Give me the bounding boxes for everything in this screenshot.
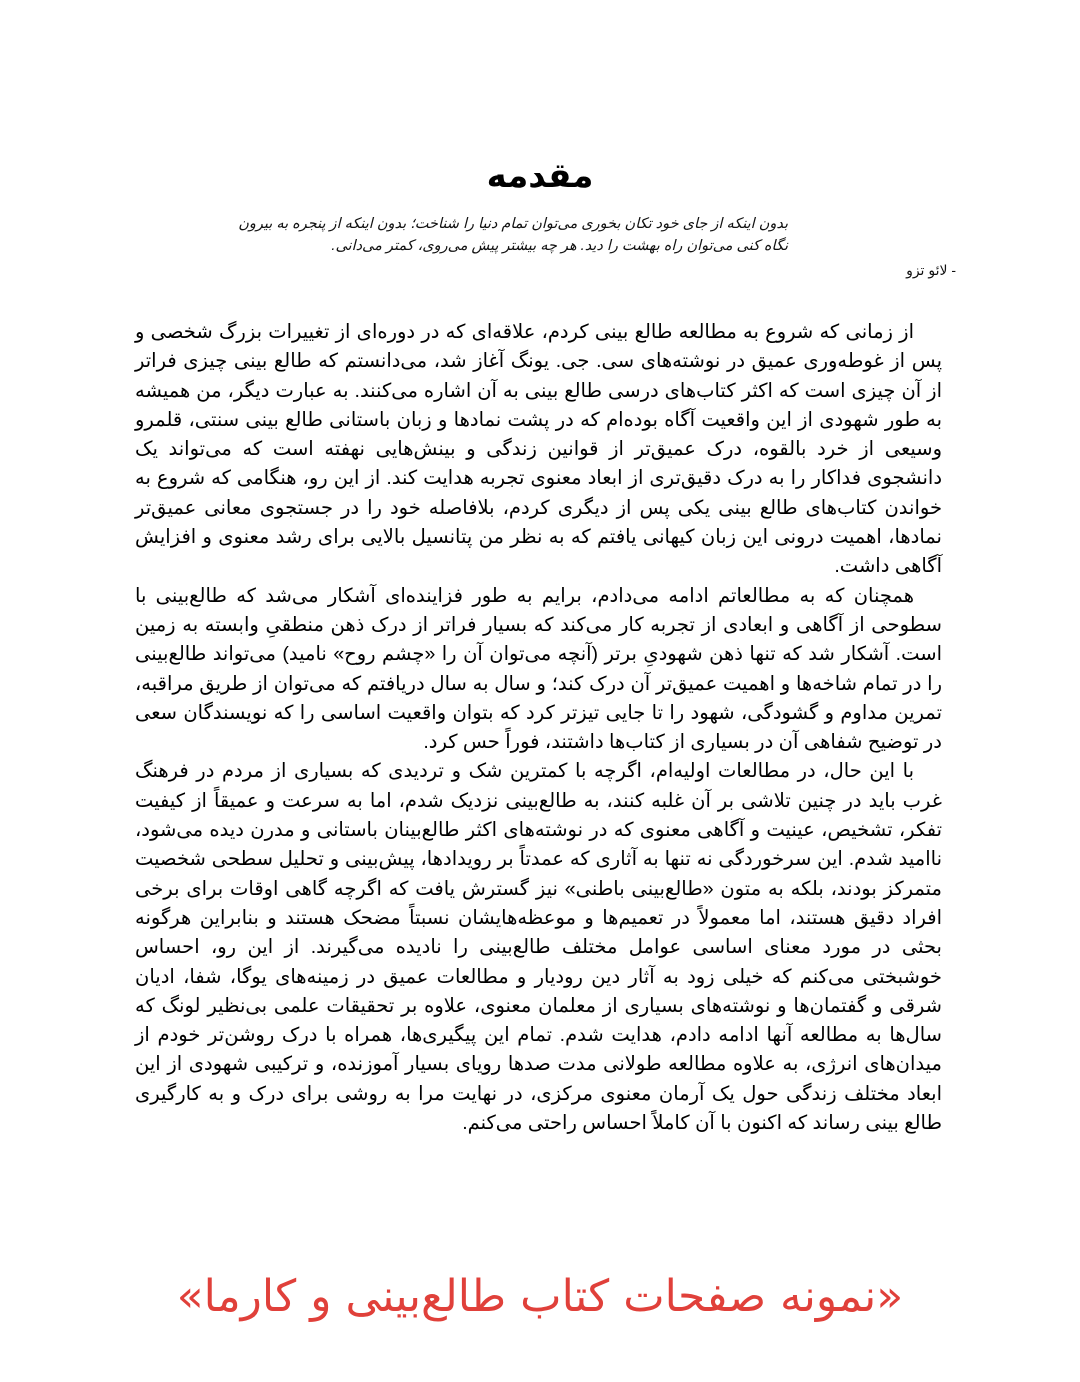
body-text	[135, 318, 942, 1138]
epigraph-quote: بدون اینکه از جای خود تکان بخوری می‌توان تمام دنیا را شناخت؛ بدون اینکه از پنجره به بیرون نگاه کنی می‌توان راه بهشت را دید. هر چه بیشتر پیش می‌روی، کمتر می‌دانی.	[238, 216, 788, 254]
paragraph-2: همچنان که به مطالعاتم ادامه می‌دادم، برایم به طور فزاینده‌ای آشکار می‌شد که طالع‌بینی با سطوحی از آگاهی و ابعادی از تجربه کار می‌کند که بسیار فراتر از درک ذهن منطقیِ وابسته به زمین است. آشکار شد که تنها ذهن شهودیِ برتر (آنچه می‌توان آن را «چشم روح» نامید) می‌تواند طالع‌بینی را در تمام شاخه‌ها و اهمیت عمیق‌تر آن درک کند؛ و سال به سال دریافتم که می‌توان از طریق مراقبه، تمرین مداوم و گشودگی، شهود را تا جایی تیزتر کرد که بتوان واقعیت اساسی را که نویسندگان سعی در توضیح شفاهی آن در بسیاری از کتاب‌ها داشتند، فوراً حس کرد.	[135, 584, 942, 754]
paragraph-1: از زمانی که شروع به مطالعه طالع بینی کردم، علاقه‌ای که در دوره‌ای از تغییرات بزرگ شخصی و پس از غوطه‌وری عمیق در نوشته‌های سی. جی. یونگ آغاز شد، می‌دانستم که طالع بینی چیزی فراتر از آن چیزی است که اکثر کتاب‌های درسی طالع بینی به آن اشاره می‌کنند. به عبارت دیگر، من همیشه به طور شهودی از این واقعیت آگاه بوده‌ام که در پشت نمادها و زبان باستانی طالع بینی سنتی، قلمرو وسیعی از خرد بالقوه، درک عمیق‌تر از قوانین زندگی و بینش‌هایی نهفته است که می‌تواند یک دانشجوی فداکار را به درک دقیق‌تری از ابعاد معنوی تجربه هدایت کند. از این رو، هنگامی که شروع به خواندن کتاب‌های طالع بینی یکی پس از دیگری کردم، بلافاصله خود را در جستجوی معانی عمیق‌تر نمادها، اهمیت درونی این زبان کیهانی یافتم که به نظر من پتانسیل بالایی برای رشد معنوی و افزایش آگاهی داشت.	[135, 321, 942, 578]
book-sample-caption: «نمونه صفحات کتاب طالع‌بینی و کارما»	[176, 1271, 904, 1322]
page-title: مقدمه	[486, 155, 594, 196]
epigraph-author: - لائو تزو	[906, 262, 956, 278]
paragraph-3: با این حال، در مطالعات اولیه‌ام، اگرچه با کمترین شک و تردیدی که بسیاری از مردم در فرهنگ غرب باید در چنین تلاشی بر آن غلبه کنند، به طالع‌بینی نزدیک شدم، اما به سرعت و عمیقاً از کیفیت تفکر، تشخیص، عینیت و آگاهی معنوی که در نوشته‌های اکثر طالع‌بینان باستانی و مدرن دیده می‌شود، ناامید شدم. این سرخوردگی نه تنها به آثاری که عمدتاً بر رویدادها، پیش‌بینی و تحلیل سطحی شخصیت متمرکز بودند، بلکه به متون «طالع‌بینی باطنی» نیز گسترش یافت که اگرچه گاهی اوقات برای برخی افراد دقیق هستند، اما معمولاً در تعمیم‌ها و موعظه‌هایشان نسبتاً مضحک هستند و بنابراین هرگونه بحثی در مورد معنای اساسی عوامل مختلف طالع‌بینی را نادیده می‌گیرند. از این رو، احساس خوشبختی می‌کنم که خیلی زود به آثار دین رودیار و مطالعات عمیق در زمینه‌های یوگا، شفا، ادیان شرقی و گفتمان‌ها و نوشته‌های بسیاری از معلمان معنوی، علاوه بر تحقیقات علمی بی‌نظیر لونگ که سال‌ها به مطالعه آنها ادامه دادم، هدایت شدم. تمام این پیگیری‌ها، همراه با درک روشن‌تر خودم از میدان‌های انرژی، به علاوه مطالعه طولانی مدت صدها رویای بسیار آموزنده، و ترکیبی شهودی از این ابعاد مختلف زندگی حول یک آرمان معنوی مرکزی، در نهایت مرا به روشی برای درک و به کارگیری طالع بینی رساند که اکنون با آن کاملاً احساس راحتی می‌کنم.	[135, 760, 942, 1135]
